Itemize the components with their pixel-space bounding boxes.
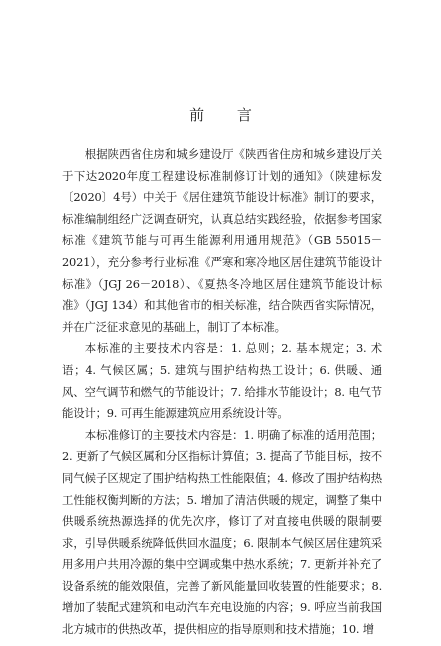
page-title: 前 言	[189, 106, 266, 124]
paragraph-basis: 根据陕西省住房和城乡建设厅《陕西省住房和城乡建设厅关于下达2020年度工程建设标准制修订计划的通知》（陕建标发〔2020〕4号）中关于《居住建筑节能设计标准》制订的要求，标准编制组经广泛调查研究，认真总结实践经验，依据参考国家标准《建筑节能与可再生能源利用通用规范》（GB 55015－2021），充分参考行业标准《严寒和寒冷地区居住建筑节能设计标准》（JGJ 26－2018）、《夏热冬冷地区居住建筑节能设计标准》（JGJ 134）和其他省市的相关标准，结合陕西省实际情况，并在广泛征求意见的基础上，制订了本标准。	[62, 147, 382, 334]
document-body	[62, 144, 382, 641]
paragraph-revision-content: 本标准修订的主要技术内容是：1. 明确了标准的适用范围；2. 更新了气候区属和分区指标计算值；3. 提高了节能目标，按不同气候子区规定了围护结构热工性能限值；4. 修改了围护结构热工性能权衡判断的方法；5. 增加了清洁供暖的规定，调整了集中供暖系统热源选择的优先次序，修订了对直接电供暖的限制要求，引导供暖系统降低供回水温度；6. 限制本气候区居住建筑采用多用户共用冷源的集中空调或集中热水系统；7. 更新并补充了设备系统的能效限值，完善了新风能量回收装置的性能要求；8. 增加了装配式建筑和电动汽车充电设施的内容；9. 呼应当前我国北方城市的供热改革，提供相应的指导原则和技术措施；10. 增	[62, 427, 382, 637]
paragraph-main-content: 本标准的主要技术内容是：1. 总则；2. 基本规定；3. 术语；4. 气候区属；5. 建筑与围护结构热工设计；6. 供暖、通风、空气调节和燃气的节能设计；7. 给排水节能设计；8. 电气节能设计；9. 可再生能源建筑应用系统设计等。	[62, 341, 382, 421]
